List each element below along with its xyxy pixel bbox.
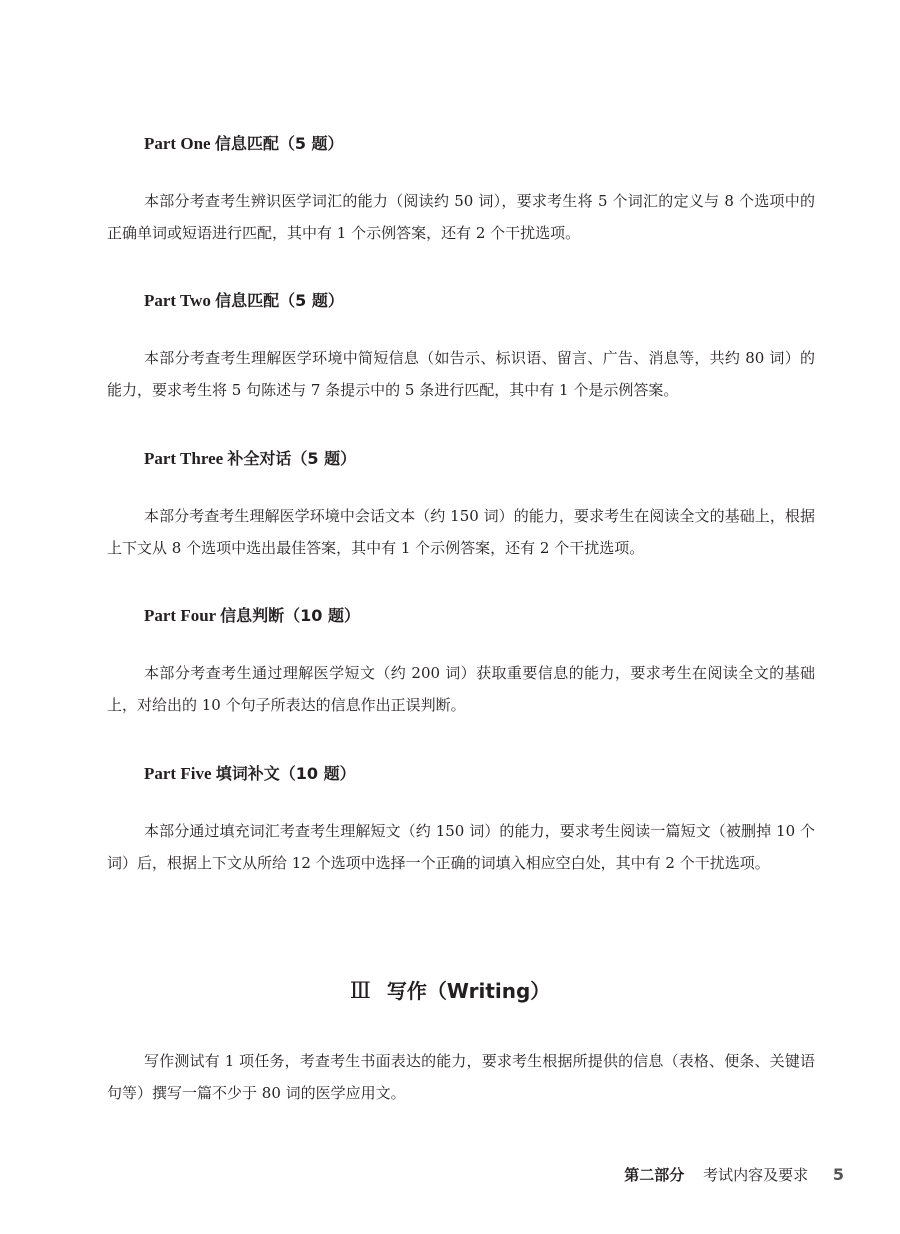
footer-part-label: 第二部分	[624, 1166, 685, 1184]
section-heading-part-two	[144, 291, 344, 311]
section-body-part-four: 本部分考查考生通过理解医学短文（约 200 词）获取重要信息的能力，要求考生在阅读全文的基础上，对给出的 10 个句子所表达的信息作出正误判断。	[107, 664, 815, 714]
section-heading-zh: 信息判断（10 题）	[220, 606, 361, 625]
section-heading-en: Part Three	[144, 449, 224, 468]
section-body-part-one: 本部分考查考生辨识医学词汇的能力（阅读约 50 词），要求考生将 5 个词汇的定义与 8 个选项中的正确单词或短语进行匹配，其中有 1 个示例答案，还有 2 个干扰选项。	[107, 192, 815, 242]
section-heading-zh: 信息匹配（5 题）	[214, 134, 344, 153]
section-heading-zh: 补全对话（5 题）	[227, 449, 357, 468]
section-heading-en: Part Four	[144, 606, 216, 625]
section-heading-part-three	[144, 449, 356, 469]
writing-body: 写作测试有 1 项任务，考查考生书面表达的能力，要求考生根据所提供的信息（表格、便条、关键语句等）撰写一篇不少于 80 词的医学应用文。	[107, 1052, 815, 1102]
page-number: 5	[832, 1165, 844, 1184]
writing-heading	[0, 975, 900, 1004]
footer-chapter-title: 考试内容及要求	[703, 1166, 809, 1184]
section-body-part-five: 本部分通过填充词汇考查考生理解短文（约 150 词）的能力，要求考生阅读一篇短文（被删掉 10 个词）后，根据上下文从所给 12 个选项中选择一个正确的词填入相应空白处，其中有 2 个干扰选项。	[107, 822, 815, 872]
section-heading-zh: 填词补文（10 题）	[215, 764, 356, 783]
page-footer	[624, 1164, 844, 1185]
section-heading-part-five	[144, 764, 356, 784]
section-heading-en: Part Two	[144, 291, 211, 310]
section-body-part-three: 本部分考查考生理解医学环境中会话文本（约 150 词）的能力，要求考生在阅读全文的基础上，根据上下文从 8 个选项中选出最佳答案，其中有 1 个示例答案，还有 2 个干扰选项。	[107, 507, 815, 557]
section-body-part-two: 本部分考查考生理解医学环境中简短信息（如告示、标识语、留言、广告、消息等，共约 80 词）的能力，要求考生将 5 句陈述与 7 条提示中的 5 条进行匹配，其中有 1 个是示例答案。	[107, 349, 815, 399]
section-heading-en: Part One	[144, 134, 211, 153]
section-heading-en: Part Five	[144, 764, 212, 783]
roman-numeral: Ⅲ	[349, 978, 371, 1003]
section-heading-part-four	[144, 606, 360, 626]
writing-heading-text: 写作（Writing）	[386, 979, 551, 1003]
section-heading-part-one	[144, 134, 344, 154]
section-heading-zh: 信息匹配（5 题）	[215, 291, 344, 310]
